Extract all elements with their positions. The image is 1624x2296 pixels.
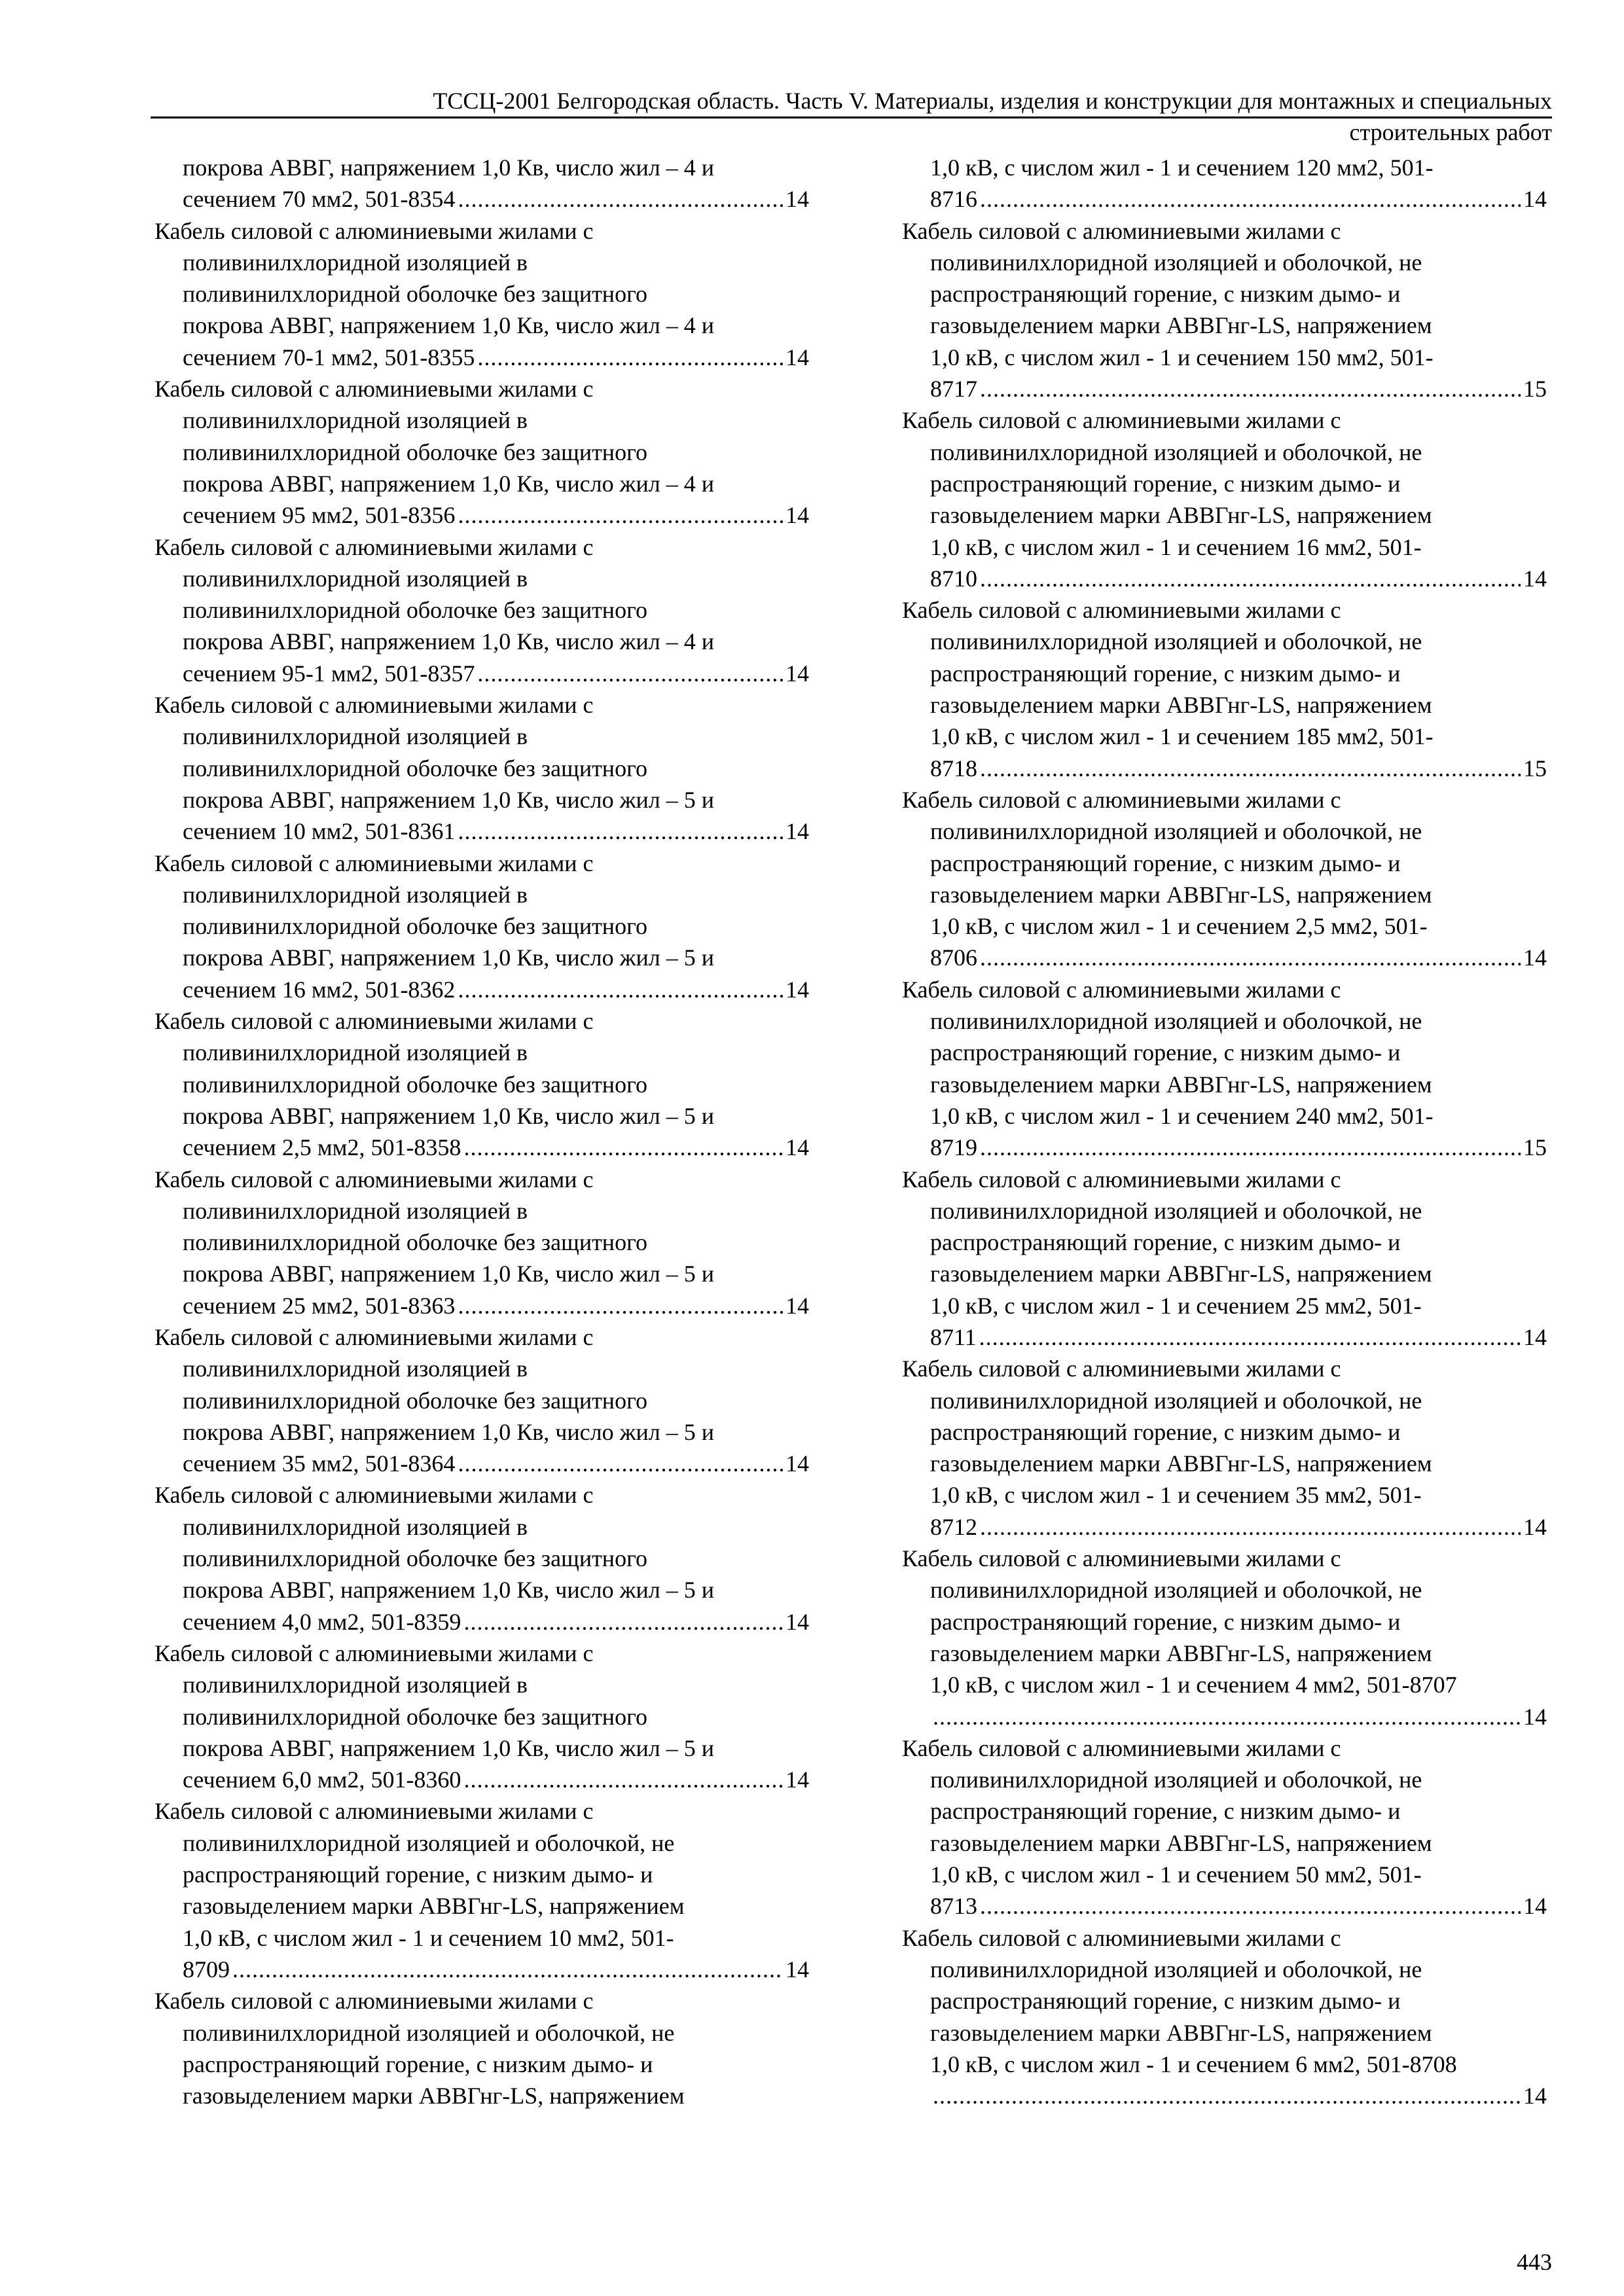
toc-entry-page: 14: [1523, 565, 1547, 592]
toc-entry-page: 14: [1523, 1893, 1547, 1920]
dot-leader: [979, 1321, 1521, 1353]
dot-leader: [477, 342, 783, 373]
toc-entry-line: Кабель силовой с алюминиевыми жилами с: [902, 976, 1341, 1003]
toc-entry-line: распространяющий горение, с низким дымо- и: [930, 1608, 1401, 1635]
toc-entry-line: покрова АВВГ, напряжением 1,0 Кв, число жил – 5 и: [183, 944, 714, 971]
toc-entry-tail: 8718: [930, 755, 977, 781]
toc-entry[interactable]: [154, 215, 809, 373]
running-header: [151, 86, 1552, 118]
toc-entry-leader-line: [154, 499, 809, 531]
dot-leader: [458, 499, 783, 531]
dot-leader: [458, 1448, 783, 1479]
toc-entry-line: 1,0 кВ, с числом жил - 1 и сечением 6 мм2, 501-8708: [930, 2051, 1457, 2077]
toc-entry-line: 1,0 кВ, с числом жил - 1 и сечением 25 мм2, 501-: [930, 1292, 1422, 1319]
toc-entry-line: 1,0 кВ, с числом жил - 1 и сечением 10 мм2, 501-: [183, 1924, 674, 1951]
dot-leader: [980, 753, 1521, 784]
toc-entry-page: 14: [785, 1767, 809, 1793]
toc-entry-line: покрова АВВГ, напряжением 1,0 Кв, число жил – 4 и: [183, 470, 714, 497]
toc-entry-line: поливинилхлоридной оболочке без защитного: [183, 1703, 647, 1730]
toc-entry-page: 14: [785, 1956, 809, 1982]
toc-entry-line: поливинилхлоридной изоляцией в: [183, 1197, 528, 1224]
toc-entry-tail: сечением 25 мм2, 501-8363: [183, 1292, 456, 1319]
running-header-line2: строительных работ: [1349, 119, 1552, 145]
toc-entry-page: 14: [785, 976, 809, 1003]
toc-entry-line: поливинилхлоридной изоляцией и оболочкой, не: [930, 1956, 1422, 1982]
toc-entry-line: Кабель силовой с алюминиевыми жилами с: [154, 1482, 594, 1509]
toc-entry-leader-line: [154, 658, 809, 689]
toc-entry-line: 1,0 кВ, с числом жил - 1 и сечением 16 мм2, 501-: [930, 533, 1422, 560]
toc-entry-page: 14: [785, 1450, 809, 1477]
toc-entry-line: поливинилхлоридной изоляцией и оболочкой, не: [930, 1767, 1422, 1793]
toc-entry-leader-line: [902, 373, 1547, 404]
toc-entry-line: Кабель силовой с алюминиевыми жилами с: [902, 407, 1341, 434]
toc-entry-line: поливинилхлоридной изоляцией и оболочкой, не: [930, 1577, 1422, 1604]
toc-entry-line: газовыделением марки АВВГнг-LS, напряжением: [930, 692, 1432, 719]
toc-entry-line: 1,0 кВ, с числом жил - 1 и сечением 35 мм2, 501-: [930, 1482, 1422, 1509]
toc-entry-line: покрова АВВГ, напряжением 1,0 Кв, число жил – 5 и: [183, 1418, 714, 1445]
toc-entry-leader-line: [902, 753, 1547, 784]
toc-entry-page: 15: [1523, 755, 1547, 781]
dot-leader: [980, 942, 1521, 973]
toc-entry-line: поливинилхлоридной изоляцией в: [183, 565, 528, 592]
toc-entry-line: Кабель силовой с алюминиевыми жилами с: [902, 597, 1341, 624]
toc-entry-line: поливинилхлоридной оболочке без защитного: [183, 913, 647, 940]
toc-entry-leader-line: [154, 342, 809, 373]
dot-leader: [458, 974, 783, 1005]
toc-entry-page: 14: [1523, 944, 1547, 971]
toc-entry-tail: 8706: [930, 944, 977, 971]
toc-entry-line: газовыделением марки АВВГнг-LS, напряжением: [930, 1450, 1432, 1477]
toc-entry-line: поливинилхлоридной изоляцией в: [183, 249, 528, 276]
toc-entry-line: распространяющий горение, с низким дымо- и: [183, 1861, 653, 1888]
toc-entry-page: 14: [785, 1608, 809, 1635]
toc-entry-page: 14: [785, 344, 809, 370]
toc-entry-line: покрова АВВГ, напряжением 1,0 Кв, число жил – 5 и: [183, 1261, 714, 1287]
toc-entry-page: 14: [785, 502, 809, 529]
dot-leader: [458, 183, 783, 215]
toc-entry-line: поливинилхлоридной изоляцией в: [183, 881, 528, 908]
toc-entry-line: Кабель силовой с алюминиевыми жилами с: [902, 1355, 1341, 1382]
toc-column-left: [154, 152, 809, 2111]
toc-entry-leader-line: [902, 1132, 1547, 1163]
toc-entry-tail: сечением 10 мм2, 501-8361: [183, 818, 456, 845]
running-header-line1: ТССЦ-2001 Белгородская область. Часть V. Материалы, изделия и конструкции для монтажных и специальных: [433, 88, 1552, 114]
toc-entry-line: Кабель силовой с алюминиевыми жилами с: [154, 217, 594, 244]
toc-entry-line: Кабель силовой с алюминиевыми жилами с: [154, 1640, 594, 1666]
toc-entry-tail: сечением 70-1 мм2, 501-8355: [183, 344, 475, 370]
toc-entry-line: Кабель силовой с алюминиевыми жилами с: [154, 1008, 594, 1035]
dot-leader: [980, 183, 1521, 215]
toc-entry-tail: 8717: [930, 376, 977, 403]
dot-leader: [458, 1290, 783, 1321]
toc-entry[interactable]: [902, 1922, 1547, 2112]
toc-entry[interactable]: [154, 1479, 809, 1637]
toc-entry-line: распространяющий горение, с низким дымо- и: [930, 470, 1401, 497]
toc-entry-leader-line: [902, 2080, 1547, 2111]
toc-entry-line: Кабель силовой с алюминиевыми жилами с: [154, 1798, 594, 1825]
toc-entry-tail: 8712: [930, 1513, 977, 1540]
toc-entry-leader-line: [154, 1448, 809, 1479]
toc-entry-line: Кабель силовой с алюминиевыми жилами с: [154, 1323, 594, 1350]
toc-entry-line: распространяющий горение, с низким дымо- и: [930, 1039, 1401, 1066]
toc-entry-page: 14: [1523, 186, 1547, 213]
toc-entry[interactable]: [902, 1164, 1547, 1354]
dot-leader: [980, 373, 1521, 404]
toc-entry[interactable]: [154, 1985, 809, 2111]
toc-entry-leader-line: [902, 1890, 1547, 1922]
toc-entry-leader-line: [902, 1511, 1547, 1543]
toc-entry-line: поливинилхлоридной изоляцией в: [183, 1039, 528, 1066]
dot-leader: [458, 816, 783, 847]
dot-leader: [463, 1764, 783, 1795]
toc-entry-line: распространяющий горение, с низким дымо- и: [930, 850, 1401, 876]
toc-entry-tail: 8709: [183, 1956, 230, 1982]
toc-entry-line: Кабель силовой с алюминиевыми жилами с: [902, 1734, 1341, 1761]
toc-entry-leader-line: [154, 1290, 809, 1321]
toc-entry[interactable]: [154, 152, 809, 215]
toc-entry-line: газовыделением марки АВВГнг-LS, напряжением: [930, 881, 1432, 908]
toc-entry-line: Кабель силовой с алюминиевыми жилами с: [154, 1166, 594, 1193]
dot-leader: [980, 1890, 1521, 1922]
toc-entry-line: покрова АВВГ, напряжением 1,0 Кв, число жил – 4 и: [183, 312, 714, 339]
dot-leader: [463, 1606, 783, 1638]
toc-entry-page: 15: [1523, 1134, 1547, 1161]
toc-entry[interactable]: [154, 1164, 809, 1321]
toc-entry-line: распространяющий горение, с низким дымо- и: [183, 2051, 653, 2077]
toc-entry-line: распространяющий горение, с низким дымо- и: [930, 660, 1401, 687]
toc-entry-tail: сечением 35 мм2, 501-8364: [183, 1450, 456, 1477]
toc-entry-line: поливинилхлоридной изоляцией и оболочкой, не: [183, 1829, 675, 1856]
toc-entry-line: поливинилхлоридной оболочке без защитного: [183, 1545, 647, 1572]
toc-entry-leader-line: [902, 1321, 1547, 1353]
toc-entry-tail: сечением 70 мм2, 501-8354: [183, 186, 456, 213]
toc-entry-line: поливинилхлоридной оболочке без защитного: [183, 439, 647, 465]
toc-entry-line: газовыделением марки АВВГнг-LS, напряжением: [930, 1261, 1432, 1287]
toc-entry-page: 14: [785, 1292, 809, 1319]
toc-entry-leader-line: [154, 1954, 809, 1985]
toc-entry[interactable]: [902, 215, 1547, 405]
toc-entry-tail: сечением 95 мм2, 501-8356: [183, 502, 456, 529]
toc-entry-line: газовыделением марки АВВГнг-LS, напряжением: [930, 502, 1432, 529]
toc-entry[interactable]: [902, 594, 1547, 784]
toc-entry[interactable]: [154, 373, 809, 531]
toc-entry-leader-line: [902, 183, 1547, 215]
page-number: 443: [1517, 2249, 1552, 2275]
toc-entry-page: 14: [1523, 1513, 1547, 1540]
toc-entry-line: поливинилхлоридной изоляцией в: [183, 407, 528, 434]
toc-entry-line: Кабель силовой с алюминиевыми жилами с: [902, 1166, 1341, 1193]
toc-entry-leader-line: [154, 974, 809, 1005]
dot-leader: [933, 2080, 1521, 2111]
toc-entry-line: распространяющий горение, с низким дымо- и: [930, 1418, 1401, 1445]
toc-entry-page: 14: [1523, 2083, 1547, 2109]
toc-entry-line: поливинилхлоридной изоляцией и оболочкой, не: [930, 818, 1422, 845]
toc-entry[interactable]: [154, 1795, 809, 1985]
toc-entry-line: поливинилхлоридной оболочке без защитного: [183, 1071, 647, 1098]
toc-entry-tail: сечением 2,5 мм2, 501-8358: [183, 1134, 461, 1161]
toc-entry-leader-line: [902, 942, 1547, 973]
toc-entry-page: 14: [785, 186, 809, 213]
dot-leader: [980, 563, 1521, 594]
toc-entry-page: 14: [785, 818, 809, 845]
toc-entry[interactable]: [902, 404, 1547, 594]
toc-entry-line: Кабель силовой с алюминиевыми жилами с: [902, 1545, 1341, 1572]
toc-entry-tail: 8713: [930, 1893, 977, 1920]
toc-entry-page: 14: [1523, 1323, 1547, 1350]
toc-entry-line: Кабель силовой с алюминиевыми жилами с: [154, 692, 594, 719]
dot-leader: [980, 1132, 1521, 1163]
toc-entry-line: газовыделением марки АВВГнг-LS, напряжением: [183, 1893, 685, 1920]
dot-leader: [232, 1954, 783, 1985]
toc-entry-leader-line: [154, 816, 809, 847]
toc-entry-line: поливинилхлоридной изоляцией в: [183, 1672, 528, 1698]
toc-entry-line: распространяющий горение, с низким дымо- и: [930, 281, 1401, 308]
toc-entry[interactable]: [902, 1543, 1547, 1732]
toc-entry-tail: 8710: [930, 565, 977, 592]
toc-entry-leader-line: [154, 1764, 809, 1795]
toc-entry-leader-line: [154, 1606, 809, 1638]
toc-entry-line: поливинилхлоридной изоляцией и оболочкой, не: [930, 1197, 1422, 1224]
toc-entry-line: Кабель силовой с алюминиевыми жилами с: [902, 217, 1341, 244]
toc-entry-line: Кабель силовой с алюминиевыми жилами с: [154, 1988, 594, 2015]
toc-entry-line: газовыделением марки АВВГнг-LS, напряжением: [930, 1829, 1432, 1856]
toc-entry-tail: сечением 6,0 мм2, 501-8360: [183, 1767, 461, 1793]
toc-entry[interactable]: [154, 1321, 809, 1479]
toc-entry[interactable]: [902, 974, 1547, 1164]
toc-entry-line: Кабель силовой с алюминиевыми жилами с: [154, 533, 594, 560]
toc-entry-line: поливинилхлоридной изоляцией в: [183, 1355, 528, 1382]
toc-entry[interactable]: [902, 1732, 1547, 1922]
toc-entry-line: поливинилхлоридной изоляцией и оболочкой, не: [930, 1008, 1422, 1035]
toc-entry-line: газовыделением марки АВВГнг-LS, напряжением: [930, 312, 1432, 339]
toc-entry-leader-line: [902, 563, 1547, 594]
toc-entry-tail: 8719: [930, 1134, 977, 1161]
toc-entry-line: поливинилхлоридной изоляцией и оболочкой, не: [930, 439, 1422, 465]
dot-leader: [477, 658, 783, 689]
toc-entry-page: 14: [785, 660, 809, 687]
dot-leader: [463, 1132, 783, 1163]
toc-entry-line: распространяющий горение, с низким дымо- и: [930, 1229, 1401, 1256]
toc-entry-line: 1,0 кВ, с числом жил - 1 и сечением 150 мм2, 501-: [930, 344, 1434, 370]
toc-entry-line: Кабель силовой с алюминиевыми жилами с: [154, 850, 594, 876]
toc-entry-tail: 8716: [930, 186, 977, 213]
toc-entry-line: Кабель силовой с алюминиевыми жилами с: [902, 786, 1341, 813]
toc-entry[interactable]: [902, 784, 1547, 974]
toc-entry[interactable]: [154, 848, 809, 1005]
toc-entry-line: покрова АВВГ, напряжением 1,0 Кв, число жил – 5 и: [183, 786, 714, 813]
toc-entry-line: газовыделением марки АВВГнг-LS, напряжением: [930, 2019, 1432, 2046]
toc-entry-tail: 8711: [930, 1323, 977, 1350]
toc-entry-line: поливинилхлоридной изоляцией в: [183, 1513, 528, 1540]
toc-entry-line: распространяющий горение, с низким дымо- и: [930, 1798, 1401, 1825]
toc-entry-page: 14: [1523, 1703, 1547, 1730]
toc-entry-line: поливинилхлоридной изоляцией и оболочкой, не: [930, 1387, 1422, 1414]
toc-entry[interactable]: [154, 1638, 809, 1795]
toc-entry-tail: сечением 95-1 мм2, 501-8357: [183, 660, 475, 687]
toc-entry-leader-line: [154, 183, 809, 215]
toc-entry[interactable]: [902, 1353, 1547, 1543]
toc-entry-line: 1,0 кВ, с числом жил - 1 и сечением 240 мм2, 501-: [930, 1102, 1434, 1129]
dot-leader: [933, 1701, 1521, 1732]
toc-entry-line: Кабель силовой с алюминиевыми жилами с: [154, 376, 594, 403]
toc-entry-line: газовыделением марки АВВГнг-LS, напряжением: [930, 1071, 1432, 1098]
toc-entry-line: покрова АВВГ, напряжением 1,0 Кв, число жил – 5 и: [183, 1102, 714, 1129]
toc-entry-leader-line: [154, 1132, 809, 1163]
toc-entry-line: 1,0 кВ, с числом жил - 1 и сечением 185 мм2, 501-: [930, 723, 1434, 750]
toc-entry-line: поливинилхлоридной изоляцией в: [183, 723, 528, 750]
dot-leader: [980, 1511, 1521, 1543]
toc-entry-leader-line: [902, 1701, 1547, 1732]
toc-entry-line: газовыделением марки АВВГнг-LS, напряжением: [183, 2083, 685, 2109]
toc-entry-line: 1,0 кВ, с числом жил - 1 и сечением 120 мм2, 501-: [930, 154, 1434, 181]
toc-column-right: [902, 152, 1547, 2111]
toc-entry-line: Кабель силовой с алюминиевыми жилами с: [902, 1924, 1341, 1951]
toc-entry-line: поливинилхлоридной оболочке без защитного: [183, 1229, 647, 1256]
toc-entry-line: покрова АВВГ, напряжением 1,0 Кв, число жил – 4 и: [183, 154, 714, 181]
toc-entry[interactable]: [154, 531, 809, 689]
toc-entry-line: покрова АВВГ, напряжением 1,0 Кв, число жил – 4 и: [183, 628, 714, 655]
toc-entry-line: поливинилхлоридной оболочке без защитного: [183, 755, 647, 781]
toc-entry-line: 1,0 кВ, с числом жил - 1 и сечением 4 мм2, 501-8707: [930, 1672, 1457, 1698]
toc-entry-line: 1,0 кВ, с числом жил - 1 и сечением 2,5 мм2, 501-: [930, 913, 1428, 940]
toc-entry-line: покрова АВВГ, напряжением 1,0 Кв, число жил – 5 и: [183, 1577, 714, 1604]
toc-entry-line: газовыделением марки АВВГнг-LS, напряжением: [930, 1640, 1432, 1666]
toc-entry-line: поливинилхлоридной изоляцией и оболочкой, не: [183, 2019, 675, 2046]
toc-entry-page: 15: [1523, 376, 1547, 403]
toc-entry-page: 14: [785, 1134, 809, 1161]
toc-entry-line: поливинилхлоридной изоляцией и оболочкой, не: [930, 249, 1422, 276]
toc-entry-line: 1,0 кВ, с числом жил - 1 и сечением 50 мм2, 501-: [930, 1861, 1422, 1888]
toc-entry-line: поливинилхлоридной оболочке без защитного: [183, 1387, 647, 1414]
toc-entry-line: распространяющий горение, с низким дымо- и: [930, 1988, 1401, 2015]
toc-entry-line: поливинилхлоридной оболочке без защитного: [183, 597, 647, 624]
toc-entry[interactable]: [902, 152, 1547, 215]
toc-entry[interactable]: [154, 689, 809, 847]
toc-entry-line: покрова АВВГ, напряжением 1,0 Кв, число жил – 5 и: [183, 1734, 714, 1761]
toc-entry[interactable]: [154, 1005, 809, 1163]
toc-entry-line: поливинилхлоридной изоляцией и оболочкой, не: [930, 628, 1422, 655]
toc-entry-tail: сечением 4,0 мм2, 501-8359: [183, 1608, 461, 1635]
toc-entry-tail: сечением 16 мм2, 501-8362: [183, 976, 456, 1003]
toc-entry-line: поливинилхлоридной оболочке без защитного: [183, 281, 647, 308]
